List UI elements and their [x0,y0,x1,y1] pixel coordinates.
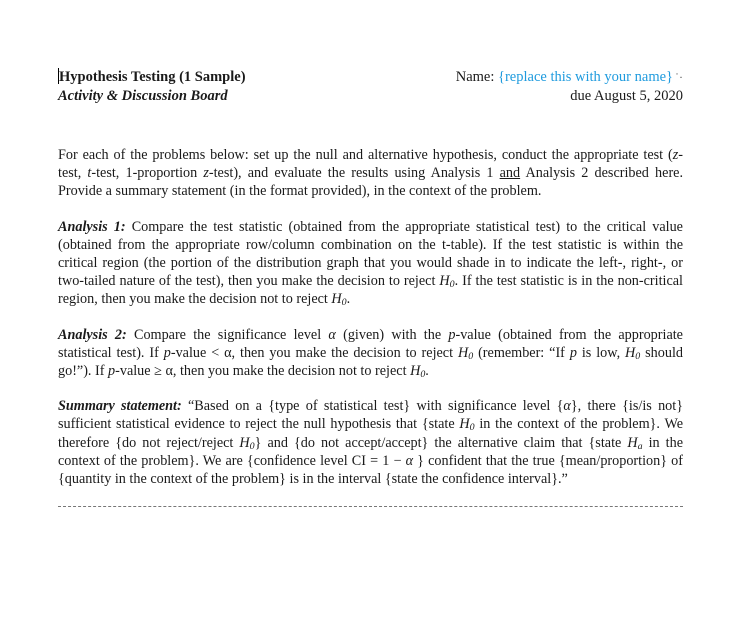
p-symbol: p [108,363,116,380]
analysis2-text: . [425,363,429,380]
intro-text: For each of the problems below: set up the null and alternative hypothesis, conduct the appropriate test ( [58,147,673,163]
h-symbol: H [331,291,342,308]
summary-paragraph [58,397,683,488]
p-symbol: p [163,344,171,361]
analysis2-text: (remember: “If [473,344,570,361]
name-placeholder[interactable]: {replace this with your name} [498,69,673,85]
name-label: Name: [455,69,495,85]
intro-text: -test, [58,147,683,182]
h-symbol: H [459,416,470,433]
h-subscript: 0 [341,297,347,309]
h-symbol: H [239,434,250,451]
header-left [58,68,246,106]
analysis2-paragraph [58,326,683,381]
summary-text: “Based on a {type of statistical test} with significance level { [181,398,564,415]
intro-and-underlined: and [499,165,521,182]
dashed-divider [58,506,683,507]
alpha-symbol: α [328,326,336,343]
document-page [58,68,683,507]
summary-text: } confident that the true {mean/proportion} of {quantity in the context of the problem} is in the interval {state the confidence interval}.” [58,452,683,488]
h-subscript: 0 [449,279,455,291]
summary-text: in the context of the problem}. We therefore {do not reject/reject [58,416,683,451]
h-symbol: H [457,344,469,361]
summary-text: in the context of the problem}. We are {confidence level CI = 1 − [58,434,683,469]
doc-title-line [58,68,246,87]
intro-z: z [672,147,679,163]
alpha-symbol: α [563,398,571,415]
analysis2-label: Analysis 2: [58,326,127,343]
name-line [456,68,683,87]
summary-text: }, there {is/is not} sufficient statistical evidence to reject the null hypothesis that {state [58,398,684,433]
p-symbol: p [569,344,577,361]
analysis2-text: -value (obtained from the appropriate statistical test). If [58,326,683,361]
analysis1-paragraph [58,218,683,309]
analysis1-label: Analysis 1: [58,218,126,235]
analysis1-text: Compare the test statistic (obtained from the appropriate statistical test) to the critical value (obtained from the appropriate row/column combination on the t-table). If the test statistic is within the critical region (the portion of the distribution graph that you would shade in to indicate the left-, right-, or two-tailed nature of the test), then you make the decision to reject [58,218,683,290]
header-right [456,68,683,106]
analysis2-text: (given) with the [335,326,449,343]
h-subscript: 0 [420,369,426,381]
intro-text: -test), and evaluate the results using Analysis 1 [208,165,500,182]
h-subscript: 0 [468,350,474,362]
summary-label: Summary statement: [58,398,182,415]
analysis2-text: -value ≥ α, then you make the decision not to reject [115,363,411,380]
h-symbol: H [439,273,450,290]
analysis2-text: is low, [576,344,626,361]
due-date: due August 5, 2020 [570,88,683,104]
analysis2-text: Compare the significance level [126,326,329,343]
intro-text: Analysis 2 described here. Provide a summary statement (in the format provided), in the context of the problem. [58,165,684,200]
intro-text: -test, 1-proportion [91,165,204,182]
h-subscript: a [637,440,643,452]
analysis2-text: should go!”). If [58,344,683,380]
h-subscript: 0 [249,440,255,452]
intro-t: t [87,165,92,182]
document-header [58,68,683,112]
formatting-marks-icon: ˙· [675,70,683,84]
analysis1-text: . [346,291,351,308]
analysis2-text: -value < α, then you make the decision to reject [170,344,458,361]
summary-text: } and {do not accept/accept} the alternative claim that {state [254,434,628,451]
h-symbol: H [625,344,636,361]
h-symbol: H [410,363,421,380]
intro-z: z [203,165,209,182]
h-symbol: H [627,434,638,451]
intro-paragraph [58,146,683,201]
h-subscript: 0 [469,422,475,434]
analysis1-text: . If the test statistic is in the non-critical region, then you make the decision not to reject [58,273,683,308]
alpha-symbol: α [405,452,414,469]
doc-subtitle: Activity & Discussion Board [58,88,228,104]
p-symbol: p [448,326,456,343]
doc-title: Hypothesis Testing (1 Sample) [59,69,246,85]
h-subscript: 0 [635,350,641,362]
